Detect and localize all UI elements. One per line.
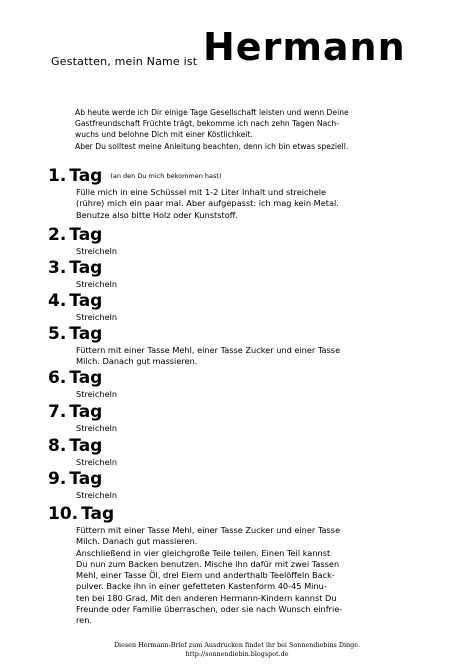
instruction-line: Streicheln xyxy=(76,312,118,322)
day-instructions xyxy=(76,187,406,221)
day-word: Tag xyxy=(69,469,103,489)
day-5-section xyxy=(48,326,406,368)
instruction-line: ren. xyxy=(76,615,93,626)
instruction-line: Streicheln xyxy=(76,457,118,467)
day-instructions xyxy=(76,246,406,257)
day-number: 9. xyxy=(48,469,67,489)
day-word: Tag xyxy=(69,258,103,278)
day-instructions xyxy=(76,389,406,400)
instruction-line: Mehl, einer Tasse Öl, drei Eiern und anderthalb Teelöffeln Back- xyxy=(76,570,335,581)
day-instructions xyxy=(76,457,406,468)
day-heading xyxy=(48,326,406,343)
instruction-line: Fülle mich in eine Schüssel mit 1-2 Liter Inhalt und streichele xyxy=(76,187,327,197)
instruction-line: (rühre) mich ein paar mal. Aber aufgepasst: ich mag kein Metal. xyxy=(76,198,339,209)
name-title: Hermann xyxy=(203,25,406,69)
day-note: (an den Du mich bekommen hast) xyxy=(110,172,222,181)
day-number: 7. xyxy=(48,402,67,422)
day-number: 3. xyxy=(48,258,67,278)
day-heading xyxy=(48,370,406,387)
footer-url: http://sonnendiebin.blogspot.de xyxy=(185,650,289,658)
day-heading xyxy=(48,404,406,421)
footer-note xyxy=(0,641,474,659)
day-heading xyxy=(48,471,406,488)
day-word: Tag xyxy=(69,166,103,186)
intro-paragraph xyxy=(75,107,407,152)
instruction-line: Füttern mit einer Tasse Mehl, einer Tasse Zucker und einer Tasse xyxy=(76,525,341,535)
day-word: Tag xyxy=(81,504,115,524)
instruction-line: Du nun zum Backen benutzen. Mische ihn dafür mit zwei Tassen xyxy=(76,558,340,569)
instruction-line: Streicheln xyxy=(76,279,118,289)
day-heading xyxy=(48,227,406,244)
intro-line: Aber Du solltest meine Anleitung beachten, denn ich bin etwas speziell. xyxy=(75,141,349,151)
day-6-section xyxy=(48,370,406,400)
day-3-section xyxy=(48,260,406,290)
instruction-line: Streicheln xyxy=(76,490,118,500)
day-heading xyxy=(48,260,406,277)
day-heading xyxy=(48,293,406,310)
instruction-line: Streicheln xyxy=(76,246,118,256)
day-heading xyxy=(48,506,406,523)
intro-line: Gastfreundschaft Früchte trägt, bekomme ich nach zehn Tagen Nach- xyxy=(75,119,339,129)
day-word: Tag xyxy=(69,402,103,422)
day-instructions xyxy=(76,345,406,368)
day-9-section xyxy=(48,471,406,501)
instruction-line: Milch. Danach gut massieren. xyxy=(76,356,198,367)
day-8-section xyxy=(48,438,406,468)
day-instructions xyxy=(76,525,406,627)
instruction-line: ten bei 180 Grad. Mit den anderen Hermann-Kindern kannst Du xyxy=(76,592,337,603)
footer-line: Diesen Hermann-Brief zum Ausdrucken findet ihr bei Sonnendiebins Dinge. xyxy=(113,641,361,649)
day-4-section xyxy=(48,293,406,323)
day-heading xyxy=(48,438,406,455)
instruction-line: Benutze also bitte Holz oder Kunststoff. xyxy=(76,209,238,220)
day-instructions xyxy=(76,490,406,501)
instruction-line: Milch. Danach gut massieren. xyxy=(76,536,198,547)
day-word: Tag xyxy=(69,436,103,456)
instruction-line: Streicheln xyxy=(76,389,118,399)
day-number: 10. xyxy=(48,504,79,524)
day-2-section xyxy=(48,227,406,257)
instruction-line: Anschließend in vier gleichgroße Teile teilen. Einen Teil kannst xyxy=(76,547,331,558)
day-word: Tag xyxy=(69,324,103,344)
instruction-line: Streicheln xyxy=(76,423,118,433)
greeting-text: Gestatten, mein Name ist xyxy=(51,55,198,68)
day-number: 4. xyxy=(48,291,67,311)
intro-line: Ab heute werde ich Dir einige Tage Gesellschaft leisten und wenn Deine xyxy=(75,108,349,117)
day-number: 5. xyxy=(48,324,67,344)
day-number: 2. xyxy=(48,225,67,245)
instruction-line: Freunde oder Familie überraschen, oder sie nach Wunsch einfrie- xyxy=(76,604,343,615)
day-word: Tag xyxy=(69,368,103,388)
day-instructions xyxy=(76,423,406,434)
day-10-section xyxy=(48,506,406,627)
day-number: 1. xyxy=(48,166,67,186)
day-7-section xyxy=(48,404,406,434)
instruction-line: pulver. Backe ihn in einer gefetteten Kastenform 40-45 Minu- xyxy=(76,581,327,592)
day-word: Tag xyxy=(69,291,103,311)
day-word: Tag xyxy=(69,225,103,245)
instruction-line: Füttern mit einer Tasse Mehl, einer Tasse Zucker und einer Tasse xyxy=(76,345,341,355)
day-instructions xyxy=(76,279,406,290)
day-1-section xyxy=(48,168,406,221)
day-number: 6. xyxy=(48,368,67,388)
intro-line: wuchs und belohne Dich mit einer Köstlichkeit. xyxy=(75,130,253,140)
day-number: 8. xyxy=(48,436,67,456)
day-heading xyxy=(48,168,406,185)
day-instructions xyxy=(76,312,406,323)
